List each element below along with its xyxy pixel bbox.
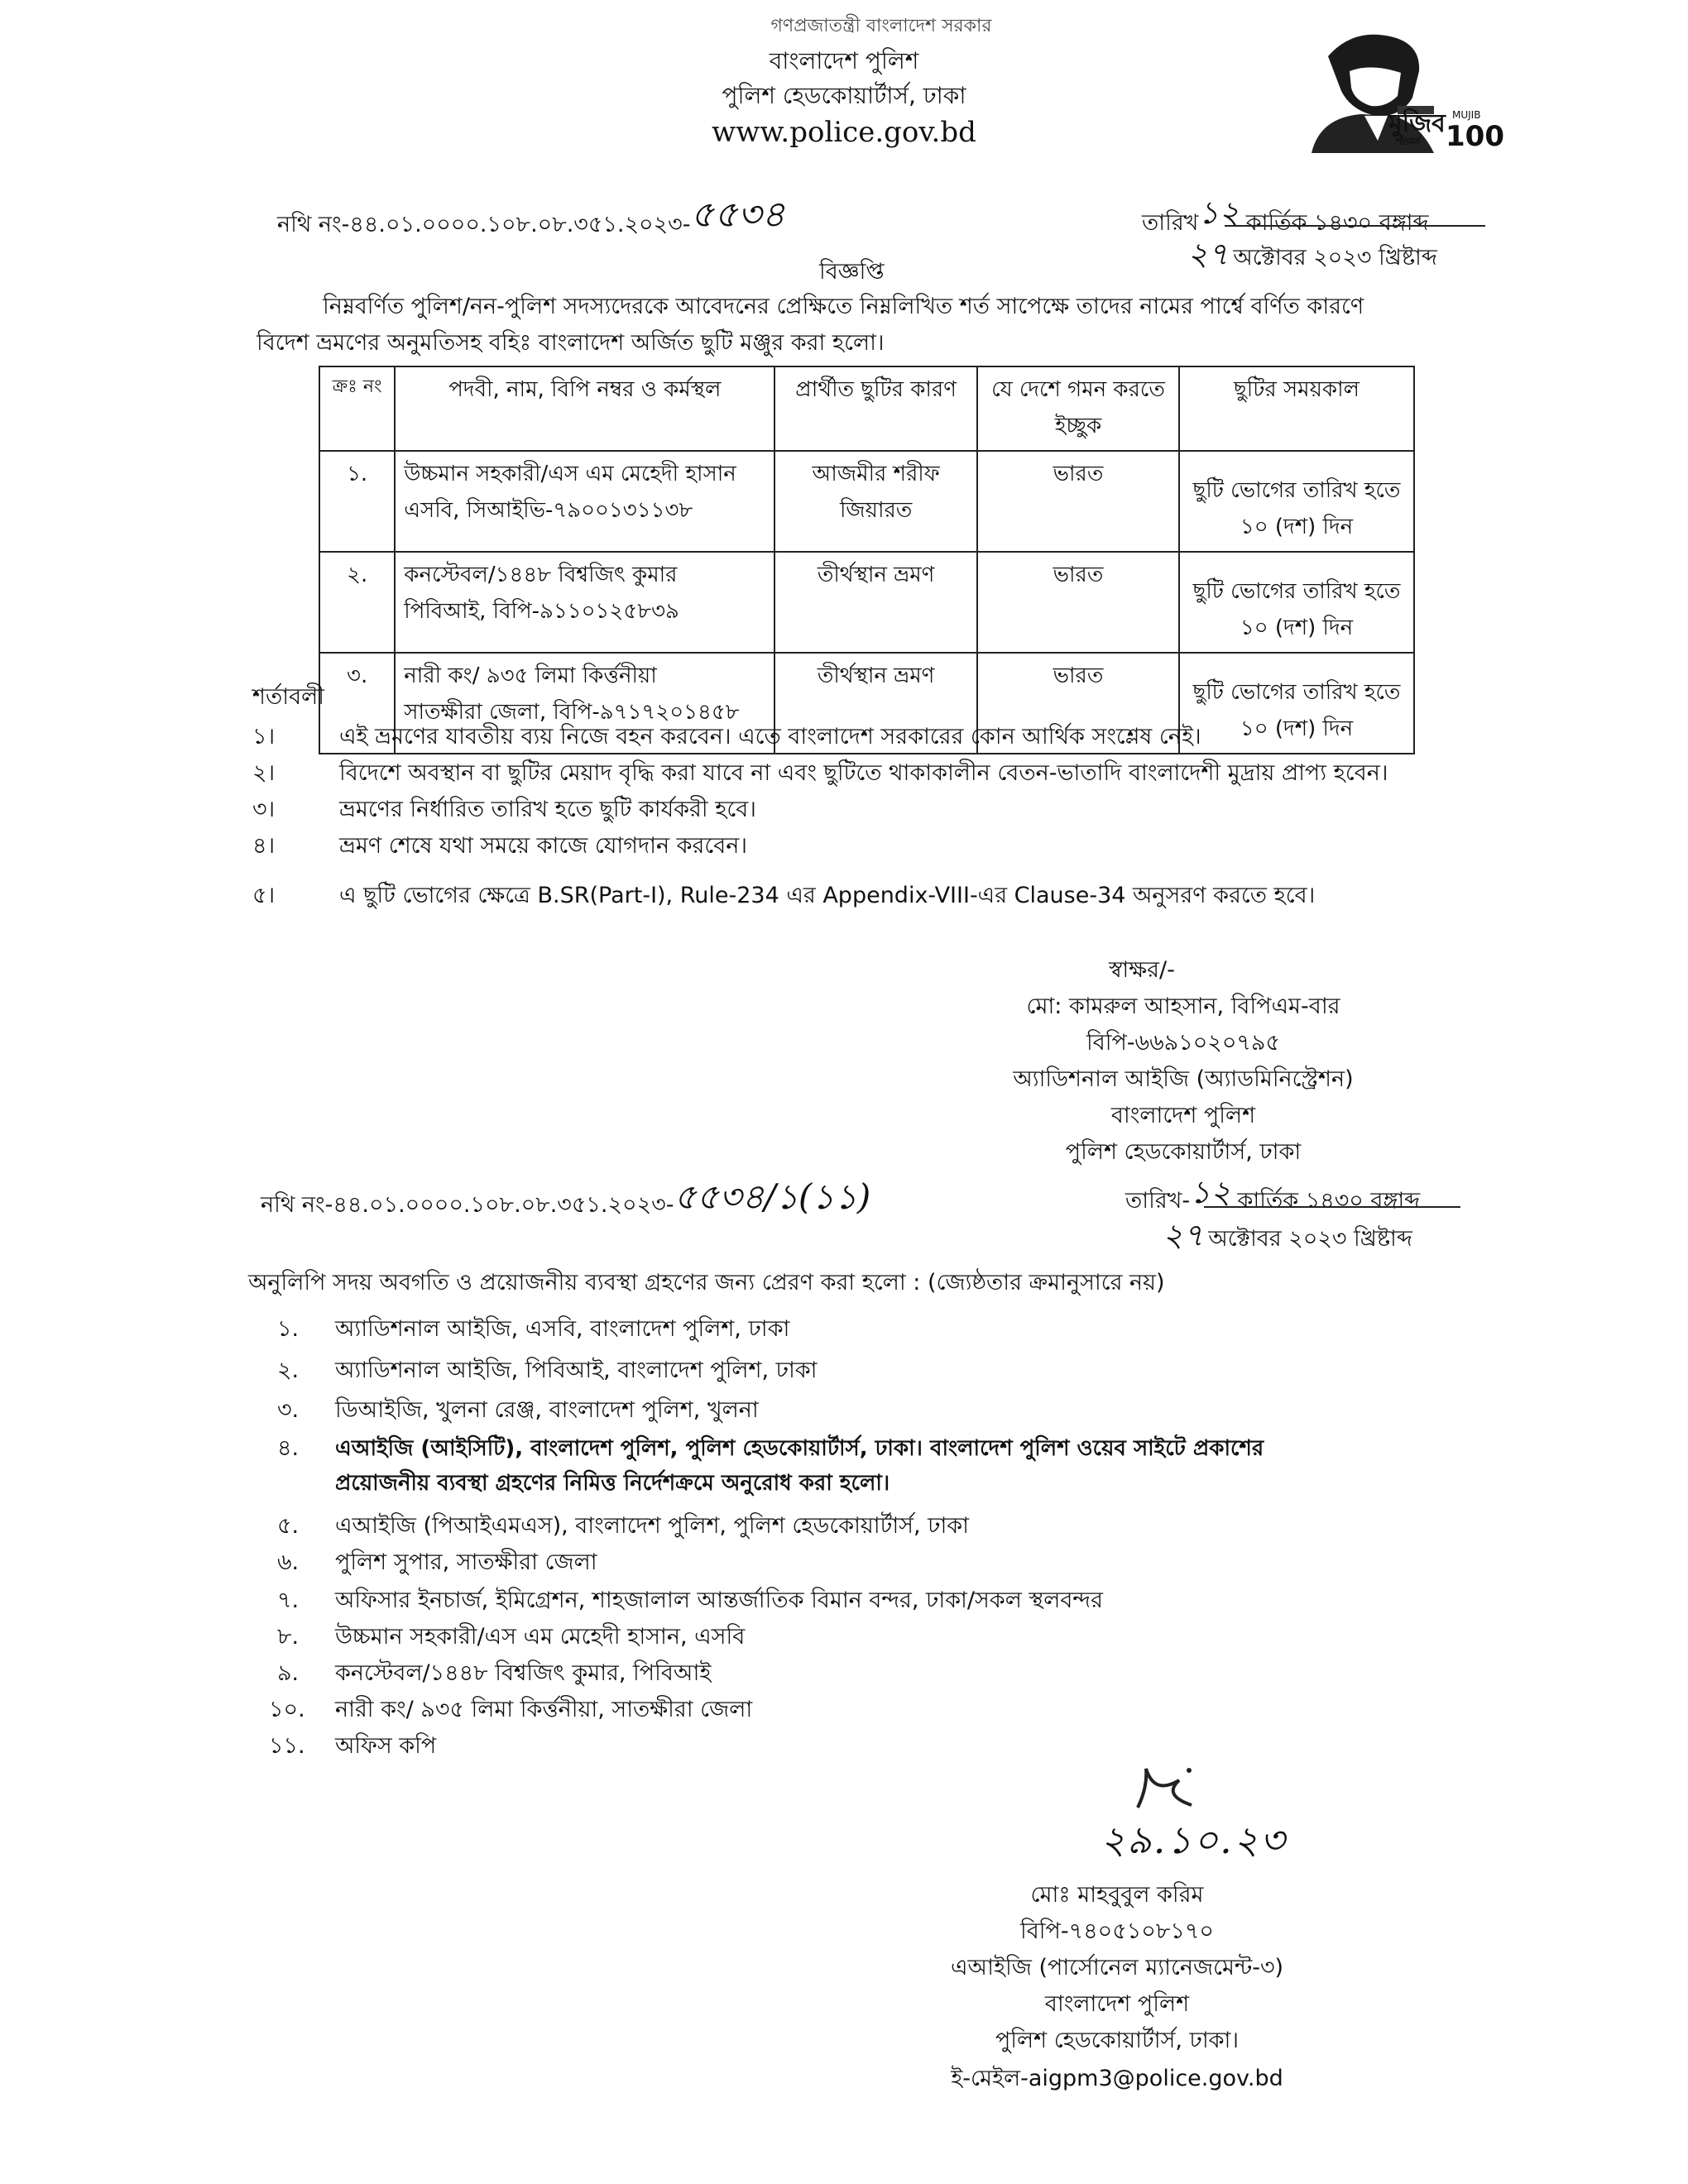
copy-no: ৪. <box>277 1435 300 1461</box>
table-row <box>319 451 1414 552</box>
handwritten-initial-icon <box>1129 1762 1204 1812</box>
cell-reason <box>774 552 977 653</box>
sig2-handwritten-date: ২৯.১০.২৩ <box>1101 1818 1287 1862</box>
condition-text: ভ্রমণের নির্ধারিত তারিখ হতে ছুটি কার্যকরী হবে। <box>339 797 756 822</box>
copy-text: উচ্চমান সহকারী/এস এম মেহেদী হাসান, এসবি <box>335 1624 746 1650</box>
col-header-sl: ক্রঃ নং <box>319 366 395 451</box>
condition-text: এ ছুটি ভোগের ক্ষেত্রে B.SR(Part-I), Rule-234 এর Appendix-VIII-এর Clause-34 অনুসরণ করতে হবে। <box>339 883 1316 908</box>
cell-period-line1: ছুটি ভোগের তারিখ হতে <box>1192 680 1401 705</box>
condition-text: বিদেশে অবস্থান বা ছুটির মেয়াদ বৃদ্ধি করা যাবে না এবং ছুটিতে থাকাকালীন বেতন-ভাতাদি বাংলাদেশী মুদ্রায় প্রাপ্য হবেন। <box>339 760 1388 786</box>
sig1-office: পুলিশ হেডকোয়ার্টার্স, ঢাকা <box>1065 1139 1302 1165</box>
col-header-country: যে দেশে গমন করতে ইচ্ছুক <box>977 366 1179 451</box>
copy-no: ৭. <box>277 1588 300 1613</box>
memo2-date-en-hw: ২৭ <box>1163 1217 1204 1253</box>
cell-name-line2: সাতক্ষীরা জেলা, বিপি-৯৭১৭২০১৪৫৮ <box>404 700 740 725</box>
logo-100: 100 <box>1446 120 1504 153</box>
condition-text: ভ্রমণ শেষে যথা সময়ে কাজে যোগদান করবেন। <box>339 833 748 859</box>
memo2-date-en <box>1163 1211 1412 1264</box>
copy-text: অফিসার ইনচার্জ, ইমিগ্রেশন, শাহজালাল আন্তর্জাতিক বিমান বন্দর, ঢাকা/সকল স্থলবন্দর <box>335 1588 1103 1613</box>
cell-country: ভারত <box>977 451 1179 552</box>
copy-no: ১. <box>277 1316 300 1342</box>
memo2-date-en-text: অক্টোবর ২০২৩ খ্রিষ্টাব্দ <box>1208 1226 1412 1252</box>
col-header-name: পদবী, নাম, বিপি নম্বর ও কর্মস্থল <box>395 366 774 451</box>
condition-no: ৪। <box>252 833 276 859</box>
memo1-date-label: তারিখ <box>1142 210 1199 236</box>
table-row <box>319 552 1414 653</box>
copy-text-cont: প্রয়োজনীয় ব্যবস্থা গ্রহণের নিমিত্ত নির্দেশক্রমে অনুরোধ করা হলো। <box>335 1471 890 1496</box>
header-cut-line: গণপ্রজাতন্ত্রী বাংলাদেশ সরকার <box>770 16 992 36</box>
memo1-date-en-text: অক্টোবর ২০২৩ খ্রিষ্টাব্দ <box>1233 245 1437 271</box>
memo2-date-bn-text: কার্তিক ১৪৩০ বঙ্গাব্দ <box>1237 1188 1421 1214</box>
cell-period-line2: ১০ (দশ) দিন <box>1240 716 1354 741</box>
condition-no: ২। <box>252 760 276 786</box>
sig2-org: বাংলাদেশ পুলিশ <box>1044 1991 1190 2017</box>
col-header-period: ছুটির সময়কাল <box>1179 366 1414 451</box>
copy-no: ১১. <box>269 1733 305 1759</box>
mujib-centenary-logo <box>1295 25 1504 153</box>
memo2-date-label: তারিখ- <box>1125 1188 1191 1214</box>
logo-sub: শতবর্ষ <box>1396 136 1421 147</box>
memo1-date-en <box>1187 230 1437 283</box>
sig2-email: ই-মেইল-aigpm3@police.gov.bd <box>951 2066 1283 2091</box>
sig2-bp: বিপি-৭৪০৫১০৮১৭০ <box>1020 1918 1214 1944</box>
cell-reason-line1: আজমীর শরীফ <box>812 462 940 486</box>
copy-text: পুলিশ সুপার, সাতক্ষীরা জেলা <box>335 1549 597 1575</box>
memo2-date-bn-hw: ১২ <box>1190 1174 1231 1210</box>
col-header-reason: প্রার্থীত ছুটির কারণ <box>774 366 977 451</box>
sig1-bp: বিপি-৬৬৯১০২০৭৯৫ <box>1086 1030 1280 1056</box>
cell-reason-line2: জিয়ারত <box>839 498 913 523</box>
cell-period <box>1179 653 1414 754</box>
cell-reason <box>774 451 977 552</box>
notice-title: বিজ্ঞপ্তি <box>819 259 885 285</box>
cell-sl: ৩. <box>319 653 395 754</box>
cell-name-line2: পিবিআই, বিপি-৯১১০১২৫৮৩৯ <box>404 599 679 624</box>
memo1-file-no-handwritten: ৫৫৩৪ <box>690 194 785 236</box>
header-website: www.police.gov.bd <box>712 116 976 149</box>
memo1-date-bn-hw: ১২ <box>1198 194 1240 231</box>
copy-no: ৫. <box>277 1513 300 1539</box>
sig1-designation: অ্যাডিশনাল আইজি (অ্যাডমিনিস্ট্রেশন) <box>1013 1066 1354 1092</box>
logo-text: মুজিব <box>1388 109 1446 138</box>
copy-no: ৯. <box>277 1660 300 1686</box>
leave-table <box>319 366 1415 754</box>
memo2-file-no <box>261 1173 870 1232</box>
condition-text: এই ভ্রমণের যাবতীয় ব্যয় নিজে বহন করবেন। এতে বাংলাদেশ সরকারের কোন আর্থিক সংশ্লেষ নেই। <box>339 724 1201 750</box>
conditions-title: শর্তাবলী <box>252 684 324 710</box>
cell-name <box>395 451 774 552</box>
cell-reason-line1: তীর্থস্থান ভ্রমণ <box>817 663 935 688</box>
sig1-org: বাংলাদেশ পুলিশ <box>1110 1103 1256 1128</box>
cell-country: ভারত <box>977 552 1179 653</box>
copy-no: ২. <box>277 1358 300 1383</box>
copy-text: এআইজি (পিআইএমএস), বাংলাদেশ পুলিশ, পুলিশ হেডকোয়ার্টার্স, ঢাকা <box>335 1513 970 1539</box>
memo1-file-no <box>277 192 785 252</box>
cell-sl: ২. <box>319 552 395 653</box>
copy-text: কনস্টেবল/১৪৪৮ বিশ্বজিৎ কুমার, পিবিআই <box>335 1660 712 1686</box>
copy-text: নারী কং/ ৯৩৫ লিমা কির্ত্তনীয়া, সাতক্ষীরা জেলা <box>335 1697 753 1722</box>
copy-no: ৩. <box>277 1397 300 1423</box>
cell-name-line1: নারী কং/ ৯৩৫ লিমা কির্ত্তনীয়া <box>404 663 657 688</box>
copy-text: এআইজি (আইসিটি), বাংলাদেশ পুলিশ, পুলিশ হেডকোয়ার্টার্স, ঢাকা। বাংলাদেশ পুলিশ ওয়েব সাইটে প্রকাশের <box>335 1436 1264 1461</box>
logo-mujib-en: MUJIB <box>1452 109 1481 121</box>
copy-no: ১০. <box>269 1697 305 1722</box>
memo1-date-en-hw: ২৭ <box>1187 236 1229 272</box>
copy-text: ডিআইজি, খুলনা রেঞ্জ, বাংলাদেশ পুলিশ, খুলনা <box>335 1397 759 1423</box>
cell-period-line2: ১০ (দশ) দিন <box>1240 515 1354 539</box>
cell-name <box>395 552 774 653</box>
copy-text: অ্যাডিশনাল আইজি, পিবিআই, বাংলাদেশ পুলিশ, ঢাকা <box>335 1358 818 1383</box>
copy-text: অফিস কপি <box>335 1733 437 1759</box>
cell-name-line1: উচ্চমান সহকারী/এস এম মেহেদী হাসান <box>404 462 736 486</box>
memo1-date-rule <box>1225 225 1485 227</box>
sig2-name: মোঃ মাহবুবুল করিম <box>1030 1882 1204 1908</box>
cell-period <box>1179 451 1414 552</box>
table-header-row <box>319 366 1414 451</box>
sig2-designation: এআইজি (পার্সোনেল ম্যানেজমেন্ট-৩) <box>950 1955 1284 1980</box>
sig2-office: পুলিশ হেডকোয়ার্টার্স, ঢাকা। <box>995 2028 1240 2053</box>
cell-reason-line1: তীর্থস্থান ভ্রমণ <box>817 563 935 587</box>
cell-name-line2: এসবি, সিআইভি-৭৯০০১৩১১৩৮ <box>404 498 693 523</box>
condition-no: ১। <box>252 724 276 750</box>
notice-body-line1: নিম্নবর্ণিত পুলিশ/নন-পুলিশ সদস্যদেরকে আবেদনের প্রেক্ষিতে নিম্নলিখিত শর্ত সাপেক্ষে তাদের নামের পার্শ্বে বর্ণিত কারণে <box>323 294 1364 319</box>
memo1-date-bn-text: কার্তিক ১৪৩০ বঙ্গাব্দ <box>1245 210 1429 236</box>
condition-no: ৩। <box>252 797 276 822</box>
sig1-name: মো: কামরুল আহসান, বিপিএম-বার <box>1026 994 1340 1019</box>
copy-intro: অনুলিপি সদয় অবগতি ও প্রয়োজনীয় ব্যবস্থা গ্রহণের জন্য প্রেরণ করা হলো : (জ্যেষ্ঠতার ক্রমানুসারে নয়) <box>248 1270 1165 1296</box>
notice-body-line2: বিদেশ ভ্রমণের অনুমতিসহ বহিঃ বাংলাদেশ অর্জিত ছুটি মঞ্জুর করা হলো। <box>257 330 885 356</box>
cell-period-line1: ছুটি ভোগের তারিখ হতে <box>1192 579 1401 604</box>
memo2-date-rule <box>1204 1206 1460 1208</box>
condition-no: ৫। <box>252 883 276 908</box>
cell-name-line1: কনস্টেবল/১৪৪৮ বিশ্বজিৎ কুমার <box>404 563 678 587</box>
copy-no: ৮. <box>277 1624 300 1650</box>
cell-period-line2: ১০ (দশ) দিন <box>1240 615 1354 640</box>
cell-sl: ১. <box>319 451 395 552</box>
header-org: বাংলাদেশ পুলিশ <box>769 47 919 74</box>
cell-period <box>1179 552 1414 653</box>
memo1-file-no-printed: নথি নং-৪৪.০১.০০০০.১০৮.০৮.৩৫১.২০২৩- <box>277 212 691 237</box>
cell-country: ভারত <box>977 653 1179 754</box>
memo2-file-no-printed: নথি নং-৪৪.০১.০০০০.১০৮.০৮.৩৫১.২০২৩- <box>261 1192 674 1218</box>
memo2-file-no-handwritten: ৫৫৩৪/১(১১) <box>674 1176 871 1217</box>
sig1-signed: স্বাক্ষর/- <box>1109 957 1175 983</box>
copy-no: ৬. <box>277 1549 300 1575</box>
copy-text: অ্যাডিশনাল আইজি, এসবি, বাংলাদেশ পুলিশ, ঢাকা <box>335 1316 790 1342</box>
header-office: পুলিশ হেডকোয়ার্টার্স, ঢাকা <box>722 82 966 109</box>
cell-period-line1: ছুটি ভোগের তারিখ হতে <box>1192 478 1401 503</box>
